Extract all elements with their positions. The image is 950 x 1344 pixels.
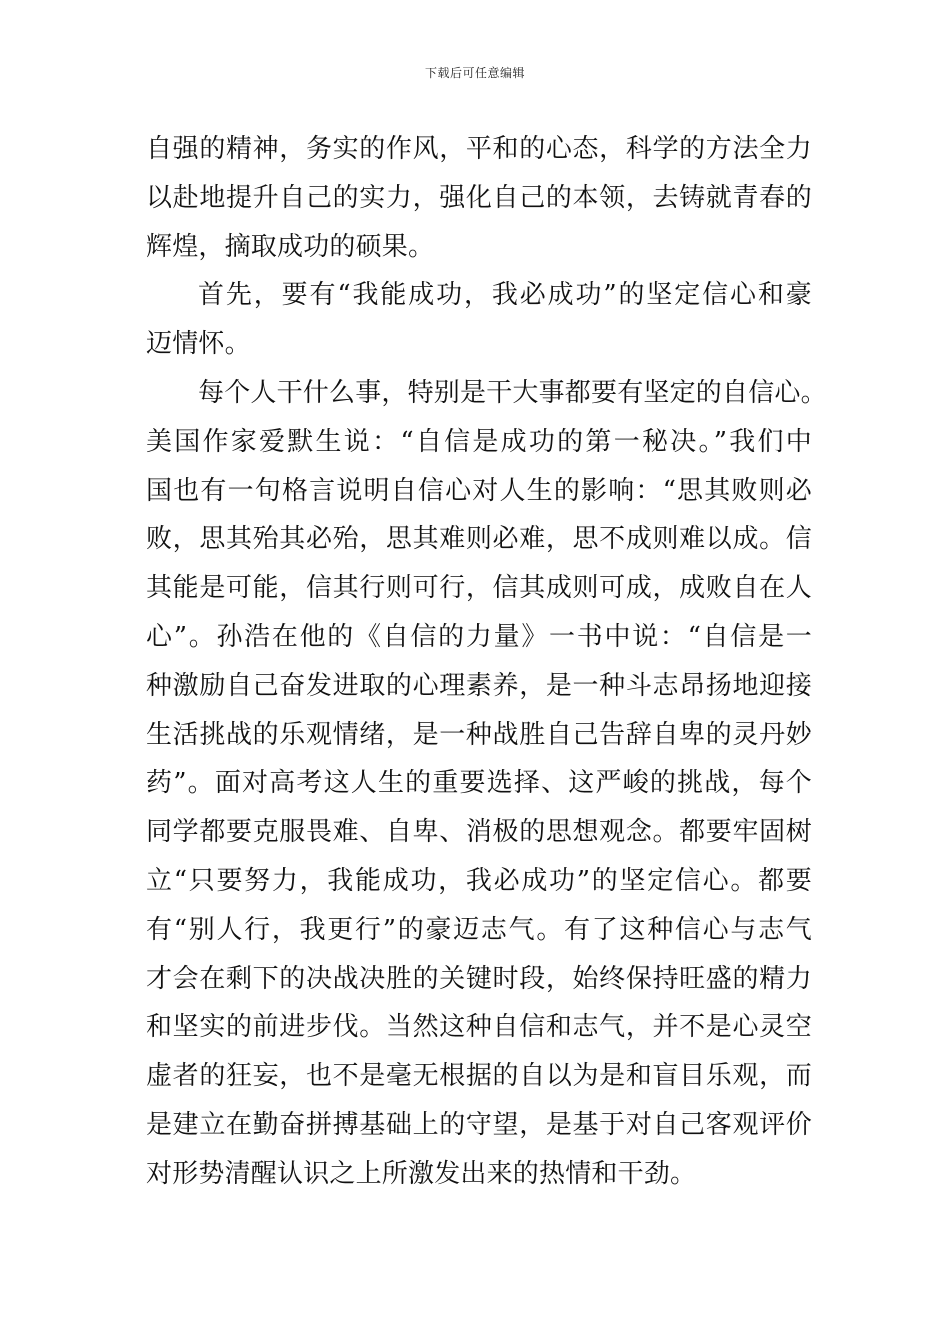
paragraph-line: 以赴地提升自己的实力，强化自己的本领，去铸就青春的 <box>146 182 812 213</box>
paragraph-line: 国也有一句格言说明自信心对人生的影响：“思其败则必 <box>146 475 812 506</box>
paragraph-line: 是建立在勤奋拼搏基础上的守望，是基于对自己客观评价 <box>146 1109 812 1140</box>
paragraph-line: 心”。孙浩在他的《自信的力量》一书中说：“自信是一 <box>146 621 812 652</box>
paragraph-line: 立“只要努力，我能成功，我必成功”的坚定信心。都要 <box>146 865 812 896</box>
paragraph-line: 种激励自己奋发进取的心理素养，是一种斗志昂扬地迎接 <box>146 670 812 701</box>
paragraph-line: 药”。面对高考这人生的重要选择、这严峻的挑战，每个 <box>146 768 812 799</box>
page-header: 下载后可任意编辑 <box>424 66 525 80</box>
paragraph-line: 败，思其殆其必殆，思其难则必难，思不成则难以成。信 <box>146 524 812 555</box>
document-body <box>146 128 827 1202</box>
paragraph-line: 辉煌，摘取成功的硕果。 <box>146 231 435 262</box>
paragraph-line: 有“别人行，我更行”的豪迈志气。有了这种信心与志气 <box>146 914 812 945</box>
paragraph-3 <box>146 372 827 1202</box>
paragraph-line: 虚者的狂妄，也不是毫无根据的自以为是和盲目乐观，而 <box>146 1061 812 1092</box>
paragraph-line: 和坚实的前进步伐。当然这种自信和志气，并不是心灵空 <box>146 1012 812 1043</box>
paragraph-line: 其能是可能，信其行则可行，信其成则可成，成败自在人 <box>146 573 812 604</box>
paragraph-2 <box>146 274 812 372</box>
paragraph-line: 才会在剩下的决战决胜的关键时段，始终保持旺盛的精力 <box>146 963 812 994</box>
paragraph-line: 自强的精神，务实的作风，平和的心态，科学的方法全力 <box>146 134 812 164</box>
paragraph-line: 迈情怀。 <box>146 329 251 360</box>
paragraph-line: 生活挑战的乐观情绪，是一种战胜自己告辞自卑的灵丹妙 <box>146 719 812 750</box>
paragraph-line: 首先，要有“我能成功，我必成功”的坚定信心和豪 <box>198 280 812 311</box>
paragraph-1 <box>146 128 812 274</box>
paragraph-line: 同学都要克服畏难、自卑、消极的思想观念。都要牢固树 <box>146 817 812 848</box>
paragraph-line: 每个人干什么事，特别是干大事都要有坚定的自信心。 <box>198 377 827 408</box>
paragraph-line: 对形势清醒认识之上所激发出来的热情和干劲。 <box>146 1158 697 1189</box>
paragraph-line: 美国作家爱默生说：“自信是成功的第一秘决。”我们中 <box>146 426 812 457</box>
